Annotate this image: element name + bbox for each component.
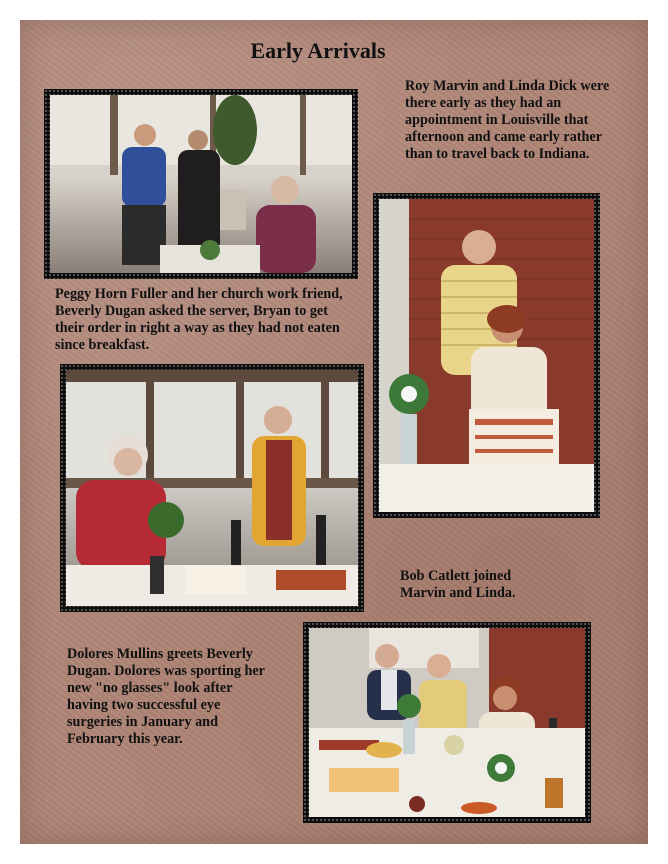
caption-bob: Bob Catlett joined Marvin and Linda.	[400, 568, 516, 601]
caption-roy-linda: Roy Marvin and Linda Dick were there early as they had an appointment in Louisville that afternoon and came early rather than to travel back to Indiana.	[405, 78, 610, 162]
photo-frame-peggy-beverly	[44, 89, 358, 279]
photo-roy-linda	[379, 199, 594, 512]
photo-frame-roy-linda	[373, 193, 600, 518]
page-title: Early Arrivals	[250, 38, 386, 63]
photo-peggy-beverly-scene	[50, 95, 352, 273]
photo-peggy-beverly	[50, 95, 352, 273]
caption-peggy-beverly: Peggy Horn Fuller and her church work friend, Beverly Dugan asked the server, Bryan to get their order in right a way as they had not eaten since breakfast.	[55, 286, 343, 353]
photo-dolores-beverly-scene	[66, 370, 358, 606]
photo-frame-dolores-beverly	[60, 364, 364, 612]
photo-frame-bob-marvin-linda	[303, 622, 591, 823]
caption-dolores: Dolores Mullins greets Beverly Dugan. Dolores was sporting her new "no glasses" look after having two successful eye surgeries in January and February this year.	[67, 646, 265, 747]
photo-bob-marvin-linda-scene	[309, 628, 585, 817]
photo-roy-linda-scene	[379, 199, 594, 512]
photo-dolores-beverly	[66, 370, 358, 606]
photo-bob-marvin-linda	[309, 628, 585, 817]
